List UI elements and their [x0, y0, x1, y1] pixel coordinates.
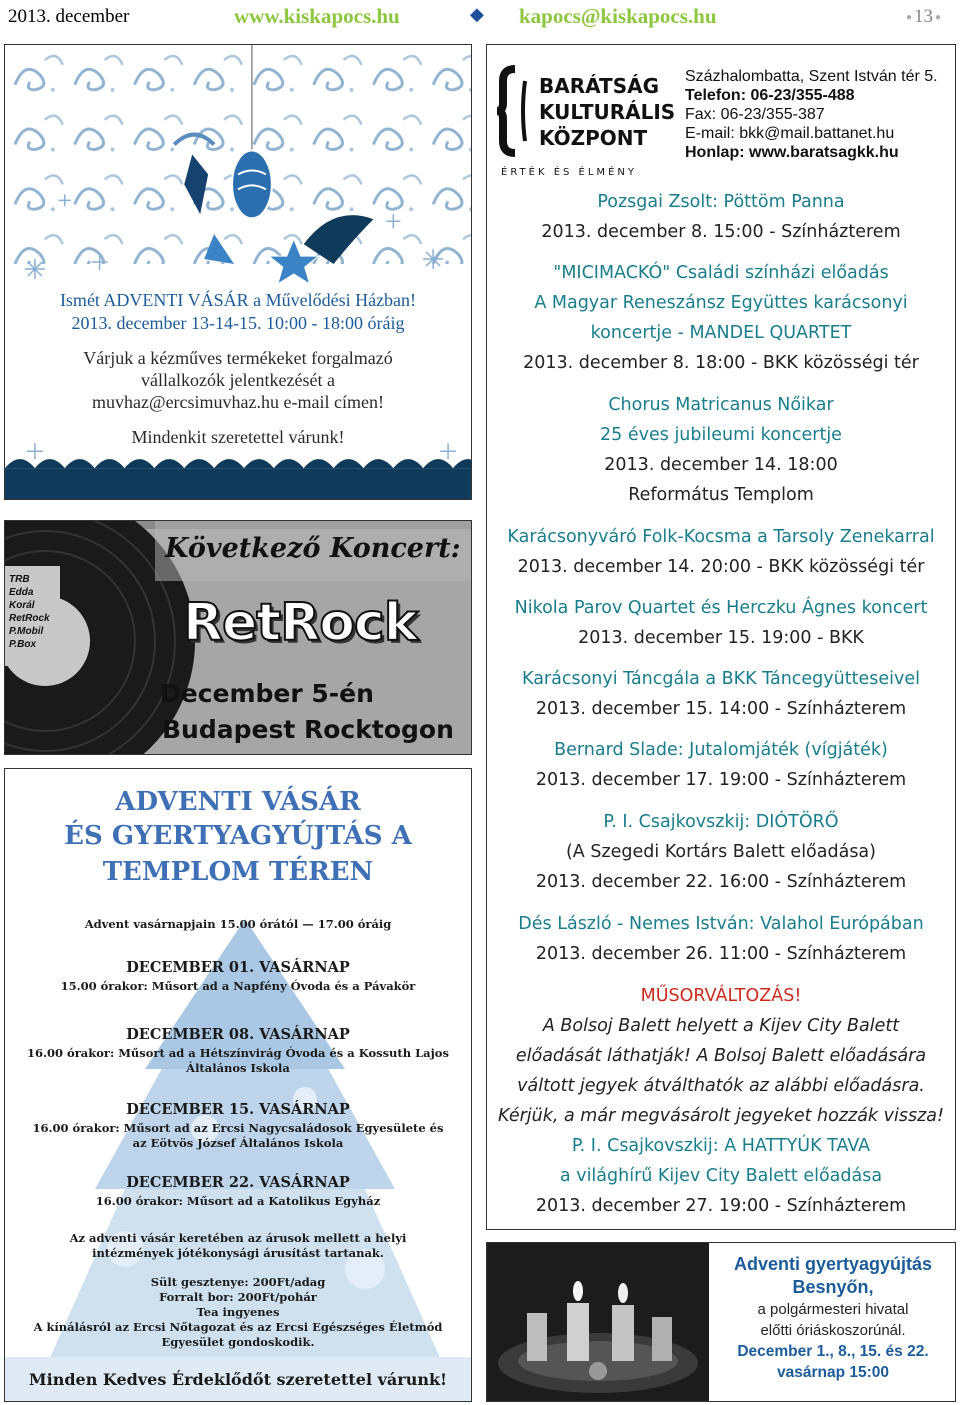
band-list	[9, 573, 50, 651]
program-change-heading: MŰSORVÁLTOZÁS!	[640, 986, 802, 1006]
event-8	[487, 807, 955, 897]
candle-ad-dates: December 1., 8., 15. és 22.	[737, 1343, 929, 1360]
bkk-program-listing	[486, 44, 956, 1230]
church-title-3: TEMPLOM TÉREN	[102, 857, 374, 887]
diamond-icon: ◆	[470, 4, 484, 24]
program-change-text-1: A Bolsoj Balett helyett a Kijev City Balett	[542, 1016, 900, 1036]
event-title: a világhírű Kijev City Balett előadása	[559, 1166, 883, 1186]
band-name: P.Box	[9, 639, 37, 650]
page-number-value: 13	[914, 6, 934, 27]
church-price-5: Egyesület gondoskodik.	[161, 1335, 315, 1349]
concert-venue: Budapest Rocktogon	[162, 715, 454, 744]
advent-fair-email[interactable]: muvhaz@ercsimuvhaz.hu e-mail címen!	[92, 392, 384, 412]
event-date: 2013. december 17. 19:00 - Színházterem	[535, 770, 907, 790]
event-date: 2013. december 26. 11:00 - Színházterem	[535, 944, 907, 964]
retrock-concert-poster	[4, 520, 472, 755]
church-info-1: Az adventi vásár keretében az árusok mellett a helyi	[69, 1231, 407, 1245]
church-program-2b: Általános Iskola	[186, 1061, 290, 1075]
program-change-text-2: előadását láthatják! A Bolsoj Balett előadására	[515, 1046, 927, 1066]
program-change-text-3: váltott jegyek átválthatók az alábbi előadásra.	[517, 1076, 925, 1096]
page-header	[0, 0, 960, 40]
event-title: "MICIMACKÓ" Családi színházi előadás	[553, 263, 889, 283]
email-link[interactable]: kapocs@kiskapocs.hu	[519, 4, 717, 28]
event-date: 2013. december 22. 16:00 - Színházterem	[535, 872, 907, 892]
band-name: P.Mobil	[9, 626, 44, 637]
bkk-logo-tagline: ÉRTÉK ÉS ÉLMÉNY	[501, 167, 637, 178]
dot-icon: ●	[906, 12, 913, 24]
candle-ad-title: Adventi gyertyagyújtás	[733, 1254, 933, 1274]
event-6	[487, 664, 955, 724]
event-title: Chorus Matricanus Nőikar	[608, 395, 834, 415]
bkk-logo-line-3: KÖZPONT	[539, 126, 648, 150]
church-program-3b: az Eötvös József Általános Iskola	[132, 1136, 344, 1150]
event-title: Bernard Slade: Jutalomjáték (vígjáték)	[554, 740, 888, 760]
event-4	[487, 522, 955, 582]
event-1	[487, 187, 955, 247]
candle-ad-place: Besnyőn,	[792, 1277, 874, 1297]
dot-icon: ●	[935, 12, 942, 24]
advent-fair-body-1: Várjuk a kézműves termékeket forgalmazó	[83, 348, 393, 368]
event-7	[487, 735, 955, 795]
band-name: RetRock	[9, 613, 50, 624]
event-title: Pozsgai Zsolt: Pöttöm Panna	[597, 192, 845, 212]
church-date-3: DECEMBER 15. VASÁRNAP	[126, 1101, 350, 1118]
bkk-logo-line-2: KULTURÁLIS	[539, 100, 676, 124]
retrock-logo: RetRock	[183, 593, 418, 653]
advent-fair-ad	[4, 44, 472, 500]
advent-fair-dates: 2013. december 13-14-15. 10:00 - 18:00 óráig	[71, 313, 405, 333]
church-price-1: Sült gesztenye: 200Ft/adag	[150, 1275, 326, 1289]
church-program-4: 16.00 órakor: Műsort ad a Katolikus Egyház	[95, 1194, 381, 1208]
event-title: P. I. Csajkovszkij: A HATTYÚK TAVA	[571, 1136, 871, 1156]
church-closing: Minden Kedves Érdeklődőt szeretettel várunk!	[28, 1370, 448, 1389]
bkk-website[interactable]: Honlap: www.baratsagkk.hu	[685, 144, 899, 161]
church-date-2: DECEMBER 08. VASÁRNAP	[126, 1026, 350, 1043]
advent-fair-text	[5, 289, 471, 448]
issue-date: 2013. december	[8, 6, 130, 27]
candle-ad-text	[711, 1253, 955, 1383]
church-program-3a: 16.00 órakor: Műsort ad az Ercsi Nagycsaládosok Egyesülete és	[32, 1121, 444, 1135]
besnyo-candle-lighting-ad	[486, 1242, 956, 1402]
event-title: Karácsonyi Táncgála a BKK Táncegyütteseivel	[522, 669, 920, 689]
event-title: A Magyar Reneszánsz Együttes karácsonyi	[534, 293, 908, 313]
church-info-2: intézmények jótékonysági árusítást tartanak.	[92, 1246, 384, 1260]
event-date: 2013. december 15. 14:00 - Színházterem	[535, 699, 907, 719]
event-title: Karácsonyváró Folk-Kocsma a Tarsoly Zenekarral	[507, 527, 935, 547]
event-subtitle: (A Szegedi Kortárs Balett előadása)	[565, 842, 876, 862]
event-date: 2013. december 8. 15:00 - Színházterem	[541, 222, 901, 242]
event-title: Nikola Parov Quartet és Herczku Ágnes koncert	[514, 598, 928, 618]
advent-fair-closing: Mindenkit szeretettel várunk!	[131, 427, 345, 447]
advent-fair-headline: Ismét ADVENTI VÁSÁR a Művelődési Házban!	[59, 290, 417, 310]
bkk-logo	[495, 61, 677, 181]
band-name: TRB	[9, 574, 30, 585]
church-square-advent-poster	[4, 768, 472, 1402]
candle-ad-location-2: előtti óriáskoszorúnál.	[760, 1322, 906, 1339]
event-date: 2013. december 27. 19:00 - Színházterem	[535, 1196, 907, 1216]
concert-date: December 5-én	[160, 679, 374, 708]
bkk-email[interactable]: E-mail: bkk@mail.battanet.hu	[685, 125, 895, 142]
bkk-address: Százhalombatta, Szent István tér 5.	[685, 68, 938, 85]
church-price-3: Tea ingyenes	[196, 1305, 280, 1319]
church-date-1: DECEMBER 01. VASÁRNAP	[126, 959, 350, 976]
event-date: 2013. december 14. 18:00	[604, 455, 838, 475]
church-date-4: DECEMBER 22. VASÁRNAP	[126, 1174, 350, 1191]
program-change-notice	[487, 981, 955, 1221]
event-venue: Református Templom	[628, 485, 814, 505]
bkk-fax: Fax: 06-23/355-387	[685, 106, 825, 123]
event-title: P. I. Csajkovszkij: DIÓTÖRŐ	[603, 812, 839, 832]
event-date: 2013. december 14. 20:00 - BKK közösségi tér	[517, 557, 925, 577]
church-title-2: ÉS GYERTYAGYÚJTÁS A	[64, 821, 412, 851]
candle-ad-time: vasárnap 15:00	[776, 1364, 890, 1381]
page-number	[904, 6, 943, 28]
church-program-2a: 16.00 órakor: Műsort ad a Hétszínvirág Óvoda és a Kossuth Lajos	[27, 1046, 449, 1060]
church-intro: Advent vasárnapjain 15.00 órától — 17.00 óráig	[84, 917, 392, 931]
band-name: Korál	[9, 600, 35, 611]
event-2	[487, 258, 955, 378]
event-title: koncertje - MANDEL QUARTET	[590, 323, 852, 343]
event-date: 2013. december 15. 19:00 - BKK	[578, 628, 864, 648]
bkk-contact	[685, 67, 938, 162]
event-title: Dés László - Nemes István: Valahol Európában	[518, 914, 924, 934]
next-concert-heading: Következő Koncert:	[165, 533, 461, 564]
church-title-1: ADVENTI VÁSÁR	[115, 787, 361, 817]
bkk-phone: Telefon: 06-23/355-488	[685, 87, 855, 104]
website-link[interactable]: www.kiskapocs.hu	[234, 4, 400, 28]
event-date: 2013. december 8. 18:00 - BKK közösségi tér	[523, 353, 919, 373]
event-9	[487, 909, 955, 969]
bkk-logo-line-1: BARÁTSÁG	[539, 74, 659, 98]
band-name: Edda	[9, 587, 34, 598]
church-program-1: 15.00 órakor: Műsort ad a Napfény Óvoda és a Pávakör	[60, 979, 416, 993]
candle-ad-location-1: a polgármesteri hivatal	[757, 1301, 909, 1318]
event-title: 25 éves jubileumi koncertje	[600, 425, 842, 445]
event-5	[487, 593, 955, 653]
church-price-2: Forralt bor: 200Ft/pohár	[159, 1290, 317, 1304]
church-price-4: A kínálásról az Ercsi Nőtagozat és az Ercsi Egészséges Életmód	[33, 1320, 443, 1334]
advent-fair-body-2: vállalkozók jelentkezését a	[141, 370, 335, 390]
event-3	[487, 390, 955, 510]
program-change-text-4: Kérjük, a már megvásárolt jegyeket hozzák vissza!	[497, 1106, 945, 1126]
advent-wreath-photo	[487, 1243, 709, 1401]
